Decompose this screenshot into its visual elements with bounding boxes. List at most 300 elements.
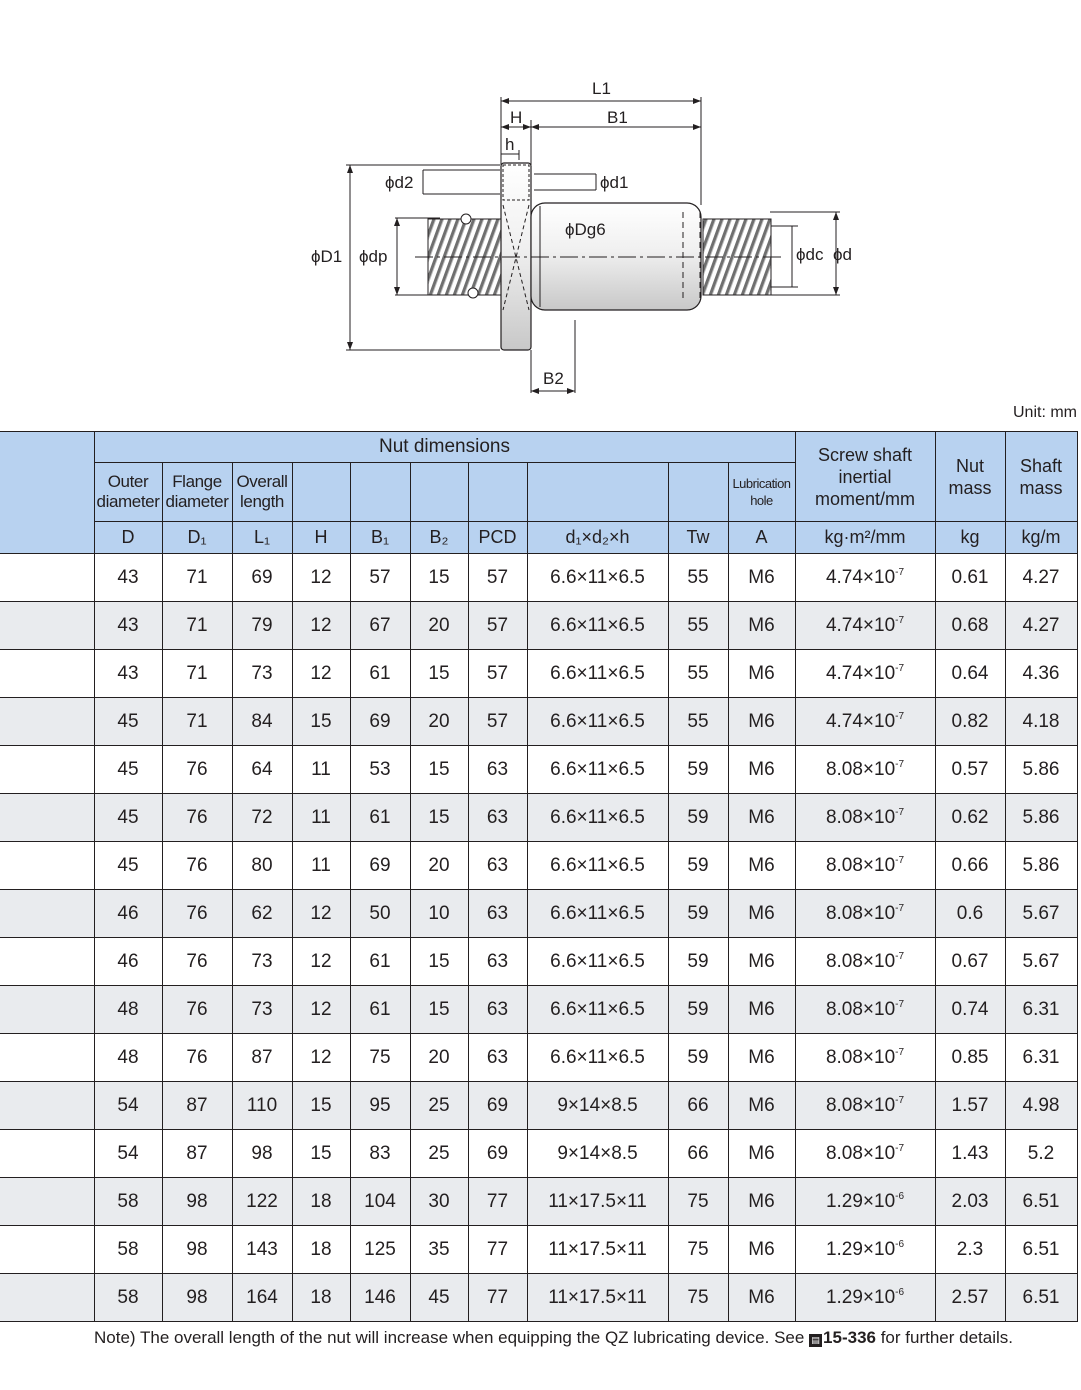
cell-d1: 87: [162, 1130, 232, 1178]
cell-d1: 98: [162, 1178, 232, 1226]
cell-d: 43: [94, 602, 162, 650]
cell-b2: 20: [410, 842, 468, 890]
cell-l1: 73: [232, 650, 292, 698]
cell-pcd: 57: [468, 554, 527, 602]
model-cell: [0, 650, 94, 698]
empty-header: [527, 463, 668, 522]
cell-d: 58: [94, 1178, 162, 1226]
cell-pcd: 77: [468, 1226, 527, 1274]
cell-shaft-mass: 5.86: [1005, 842, 1077, 890]
cell-b1: 75: [350, 1034, 410, 1082]
empty-header: [468, 463, 527, 522]
empty-header: [350, 463, 410, 522]
inertia-exponent: -7: [895, 710, 905, 722]
cell-tw: 75: [668, 1226, 728, 1274]
cell-b1: 61: [350, 938, 410, 986]
inertia-base: 8.08×10: [825, 854, 896, 876]
model-cell: [0, 842, 94, 890]
cell-nut-mass: 0.57: [935, 746, 1005, 794]
cell-pcd: 63: [468, 1034, 527, 1082]
cell-b2: 15: [410, 554, 468, 602]
model-cell: [0, 1178, 94, 1226]
inertia-exponent: -6: [895, 1238, 905, 1250]
cell-h: 15: [292, 698, 350, 746]
overall-length-header: Overall length: [232, 463, 292, 522]
cell-d: 54: [94, 1130, 162, 1178]
cell-h: 18: [292, 1226, 350, 1274]
empty-header: [292, 463, 350, 522]
cell-h: 11: [292, 794, 350, 842]
cell-d1: 76: [162, 938, 232, 986]
cell-l1: 87: [232, 1034, 292, 1082]
cell-d: 43: [94, 554, 162, 602]
cell-b2: 20: [410, 1034, 468, 1082]
table-row: [0, 1226, 1077, 1274]
cell-d1: 76: [162, 890, 232, 938]
cell-nut-mass: 0.74: [935, 986, 1005, 1034]
outer-diameter-header: Outer diameter: [94, 463, 162, 522]
cell-a: M6: [728, 554, 795, 602]
table-row: [0, 890, 1077, 938]
inertia-base: 1.29×10: [825, 1238, 896, 1260]
cell-bolt: 6.6×11×6.5: [527, 554, 668, 602]
cell-inertia: [795, 794, 935, 842]
cell-tw: 59: [668, 986, 728, 1034]
cell-shaft-mass: 5.67: [1005, 938, 1077, 986]
cell-inertia: [795, 1130, 935, 1178]
cell-tw: 75: [668, 1274, 728, 1322]
cell-shaft-mass: 4.27: [1005, 554, 1077, 602]
cell-pcd: 77: [468, 1274, 527, 1322]
cell-nut-mass: 0.64: [935, 650, 1005, 698]
symbol-L1: L₁: [232, 522, 292, 554]
model-cell: [0, 602, 94, 650]
cell-l1: 84: [232, 698, 292, 746]
cell-nut-mass: 2.03: [935, 1178, 1005, 1226]
cell-h: 18: [292, 1178, 350, 1226]
table-row: [0, 842, 1077, 890]
nut-dimensions-table: [0, 431, 1078, 1322]
symbol-B2: B₂: [410, 522, 468, 554]
cell-shaft-mass: 4.36: [1005, 650, 1077, 698]
cell-l1: 79: [232, 602, 292, 650]
cell-nut-mass: 0.68: [935, 602, 1005, 650]
cell-nut-mass: 1.43: [935, 1130, 1005, 1178]
cell-d: 58: [94, 1274, 162, 1322]
cell-b1: 57: [350, 554, 410, 602]
inertia-exponent: -7: [895, 566, 905, 578]
unit-inertia: kg·m²/mm: [795, 522, 935, 554]
cell-h: 18: [292, 1274, 350, 1322]
cell-inertia: [795, 746, 935, 794]
cell-b1: 69: [350, 842, 410, 890]
inertia-exponent: -6: [895, 1190, 905, 1202]
unit-shaft-mass: kg/m: [1005, 522, 1077, 554]
cell-inertia: [795, 1178, 935, 1226]
cell-shaft-mass: 4.18: [1005, 698, 1077, 746]
table-row: [0, 938, 1077, 986]
cell-tw: 55: [668, 602, 728, 650]
cell-nut-mass: 0.67: [935, 938, 1005, 986]
cell-d: 48: [94, 986, 162, 1034]
cell-pcd: 69: [468, 1082, 527, 1130]
cell-b1: 67: [350, 602, 410, 650]
cell-inertia: [795, 554, 935, 602]
inertia-base: 4.74×10: [825, 710, 896, 732]
cell-l1: 72: [232, 794, 292, 842]
cell-bolt: 6.6×11×6.5: [527, 938, 668, 986]
cell-d1: 76: [162, 986, 232, 1034]
cell-a: M6: [728, 650, 795, 698]
cell-tw: 75: [668, 1178, 728, 1226]
model-cell: [0, 1130, 94, 1178]
cell-h: 15: [292, 1130, 350, 1178]
cell-pcd: 69: [468, 1130, 527, 1178]
cell-a: M6: [728, 602, 795, 650]
cell-l1: 98: [232, 1130, 292, 1178]
cell-a: M6: [728, 698, 795, 746]
cell-d1: 87: [162, 1082, 232, 1130]
cell-d: 58: [94, 1226, 162, 1274]
inertia-base: 8.08×10: [825, 902, 896, 924]
cell-shaft-mass: 6.51: [1005, 1226, 1077, 1274]
cell-l1: 143: [232, 1226, 292, 1274]
cell-inertia: [795, 1274, 935, 1322]
inertia-exponent: -6: [895, 1286, 905, 1298]
cell-inertia: [795, 602, 935, 650]
cell-d: 46: [94, 938, 162, 986]
cell-a: M6: [728, 986, 795, 1034]
cell-bolt: 6.6×11×6.5: [527, 650, 668, 698]
cell-pcd: 63: [468, 746, 527, 794]
cell-shaft-mass: 6.31: [1005, 1034, 1077, 1082]
inertia-exponent: -7: [895, 662, 905, 674]
cell-d: 46: [94, 890, 162, 938]
note-suffix: for further details.: [875, 1328, 1013, 1347]
cell-nut-mass: 0.82: [935, 698, 1005, 746]
cell-a: M6: [728, 1130, 795, 1178]
cell-pcd: 57: [468, 602, 527, 650]
inertia-exponent: -7: [895, 950, 905, 962]
cell-b2: 20: [410, 602, 468, 650]
cell-inertia: [795, 1082, 935, 1130]
nut-dimensions-header: Nut dimensions: [94, 432, 795, 463]
cell-d1: 76: [162, 1034, 232, 1082]
label-h: h: [505, 135, 515, 154]
cell-d: 43: [94, 650, 162, 698]
cell-l1: 69: [232, 554, 292, 602]
cell-a: M6: [728, 1082, 795, 1130]
cell-tw: 59: [668, 1034, 728, 1082]
symbol-bolt: d₁×d₂×h: [527, 522, 668, 554]
inertia-exponent: -7: [895, 854, 905, 866]
unit-label: Unit: mm: [1013, 404, 1077, 421]
cell-bolt: 9×14×8.5: [527, 1082, 668, 1130]
cell-l1: 110: [232, 1082, 292, 1130]
cell-shaft-mass: 5.2: [1005, 1130, 1077, 1178]
table-body: [0, 554, 1077, 1322]
inertia-exponent: -7: [895, 614, 905, 626]
cell-l1: 73: [232, 986, 292, 1034]
inertia-base: 4.74×10: [825, 566, 896, 588]
ball-top: [461, 214, 471, 224]
inertia-base: 8.08×10: [825, 758, 896, 780]
cell-nut-mass: 2.57: [935, 1274, 1005, 1322]
cell-inertia: [795, 842, 935, 890]
cell-tw: 55: [668, 698, 728, 746]
cell-bolt: 6.6×11×6.5: [527, 794, 668, 842]
table-row: [0, 794, 1077, 842]
cell-b1: 104: [350, 1178, 410, 1226]
table-row: [0, 746, 1077, 794]
cell-pcd: 63: [468, 842, 527, 890]
cell-l1: 64: [232, 746, 292, 794]
cell-shaft-mass: 4.27: [1005, 602, 1077, 650]
cell-d1: 76: [162, 746, 232, 794]
inertia-base: 8.08×10: [825, 806, 896, 828]
cell-bolt: 6.6×11×6.5: [527, 986, 668, 1034]
nut-body: [531, 203, 701, 310]
symbol-H: H: [292, 522, 350, 554]
table-row: [0, 698, 1077, 746]
cell-tw: 59: [668, 842, 728, 890]
model-cell: [0, 938, 94, 986]
shaft-mass-header: Shaft mass: [1005, 432, 1077, 522]
cell-l1: 62: [232, 890, 292, 938]
model-cell: [0, 986, 94, 1034]
symbol-A: A: [728, 522, 795, 554]
cell-shaft-mass: 4.98: [1005, 1082, 1077, 1130]
cell-b2: 10: [410, 890, 468, 938]
cell-nut-mass: 2.3: [935, 1226, 1005, 1274]
cell-nut-mass: 0.66: [935, 842, 1005, 890]
inertia-exponent: -7: [895, 1142, 905, 1154]
symbol-D: D: [94, 522, 162, 554]
ball-bottom: [468, 288, 478, 298]
model-cell: [0, 1034, 94, 1082]
cell-a: M6: [728, 938, 795, 986]
inertia-exponent: -7: [895, 902, 905, 914]
table-row: [0, 1034, 1077, 1082]
cell-a: M6: [728, 1226, 795, 1274]
lubrication-hole-header: Lubrication hole: [728, 463, 795, 522]
cell-nut-mass: 0.85: [935, 1034, 1005, 1082]
cell-shaft-mass: 5.86: [1005, 794, 1077, 842]
symbol-B1: B₁: [350, 522, 410, 554]
cell-d: 54: [94, 1082, 162, 1130]
label-D1: ϕD1: [311, 247, 343, 266]
model-cell: [0, 698, 94, 746]
cell-h: 12: [292, 938, 350, 986]
model-cell: [0, 794, 94, 842]
label-d: ϕd: [833, 245, 852, 264]
label-Dg6: ϕDg6: [565, 220, 606, 239]
symbol-Tw: Tw: [668, 522, 728, 554]
cell-inertia: [795, 650, 935, 698]
cell-l1: 122: [232, 1178, 292, 1226]
model-cell: [0, 746, 94, 794]
cell-tw: 59: [668, 890, 728, 938]
inertia-base: 8.08×10: [825, 950, 896, 972]
book-icon: ▤: [809, 1334, 822, 1347]
cell-h: 12: [292, 1034, 350, 1082]
cell-d: 48: [94, 1034, 162, 1082]
cell-bolt: 6.6×11×6.5: [527, 698, 668, 746]
cell-d1: 71: [162, 698, 232, 746]
cell-tw: 55: [668, 554, 728, 602]
inertia-base: 1.29×10: [825, 1286, 896, 1308]
cell-nut-mass: 0.6: [935, 890, 1005, 938]
table-row: [0, 1130, 1077, 1178]
cell-b1: 146: [350, 1274, 410, 1322]
cell-l1: 73: [232, 938, 292, 986]
cell-pcd: 77: [468, 1178, 527, 1226]
model-column-header: [0, 432, 94, 554]
inertia-exponent: -7: [895, 806, 905, 818]
cell-inertia: [795, 986, 935, 1034]
cell-pcd: 63: [468, 986, 527, 1034]
cell-shaft-mass: 6.51: [1005, 1274, 1077, 1322]
inertia-base: 8.08×10: [825, 998, 896, 1020]
cell-b1: 53: [350, 746, 410, 794]
inertia-exponent: -7: [895, 1046, 905, 1058]
cell-d1: 76: [162, 842, 232, 890]
unit-nut-mass: kg: [935, 522, 1005, 554]
label-L1: L1: [592, 79, 611, 98]
cell-pcd: 63: [468, 794, 527, 842]
cell-bolt: 6.6×11×6.5: [527, 602, 668, 650]
cell-h: 12: [292, 986, 350, 1034]
cell-b1: 95: [350, 1082, 410, 1130]
cell-bolt: 9×14×8.5: [527, 1130, 668, 1178]
table-row: [0, 1274, 1077, 1322]
cell-h: 11: [292, 842, 350, 890]
model-cell: [0, 554, 94, 602]
cell-bolt: 6.6×11×6.5: [527, 1034, 668, 1082]
cell-shaft-mass: 6.31: [1005, 986, 1077, 1034]
symbol-PCD: PCD: [468, 522, 527, 554]
cell-shaft-mass: 6.51: [1005, 1178, 1077, 1226]
nut-mass-header: Nut mass: [935, 432, 1005, 522]
cell-a: M6: [728, 1034, 795, 1082]
cell-b2: 25: [410, 1130, 468, 1178]
cell-shaft-mass: 5.86: [1005, 746, 1077, 794]
cell-d: 45: [94, 698, 162, 746]
cell-h: 12: [292, 890, 350, 938]
label-B2: B2: [543, 369, 564, 388]
cell-b1: 83: [350, 1130, 410, 1178]
note-prefix: Note) The overall length of the nut will increase when equipping the QZ lubricating device. See: [94, 1328, 810, 1347]
table-row: [0, 650, 1077, 698]
cell-b2: 15: [410, 938, 468, 986]
inertia-exponent: -7: [895, 998, 905, 1010]
table-row: [0, 1178, 1077, 1226]
cell-inertia: [795, 890, 935, 938]
label-d2: ϕd2: [385, 173, 414, 192]
label-d1: ϕd1: [600, 173, 629, 192]
cell-b2: 15: [410, 746, 468, 794]
cell-b1: 61: [350, 986, 410, 1034]
page-reference-link[interactable]: 15-336: [823, 1328, 876, 1347]
cell-b1: 50: [350, 890, 410, 938]
cell-tw: 59: [668, 746, 728, 794]
cell-d1: 71: [162, 650, 232, 698]
cell-bolt: 11×17.5×11: [527, 1178, 668, 1226]
cell-d1: 98: [162, 1226, 232, 1274]
table-row: [0, 554, 1077, 602]
ball-screw-nut-drawing: [0, 0, 1081, 400]
cell-a: M6: [728, 746, 795, 794]
symbol-D1: D₁: [162, 522, 232, 554]
inertia-base: 4.74×10: [825, 614, 896, 636]
cell-tw: 66: [668, 1130, 728, 1178]
cell-l1: 164: [232, 1274, 292, 1322]
cell-h: 12: [292, 602, 350, 650]
cell-a: M6: [728, 794, 795, 842]
label-B1: B1: [607, 108, 628, 127]
footnote: [94, 1328, 1013, 1348]
cell-nut-mass: 0.62: [935, 794, 1005, 842]
cell-d1: 76: [162, 794, 232, 842]
cell-a: M6: [728, 842, 795, 890]
cell-b2: 15: [410, 986, 468, 1034]
cell-a: M6: [728, 890, 795, 938]
model-cell: [0, 1274, 94, 1322]
cell-d: 45: [94, 842, 162, 890]
model-cell: [0, 1082, 94, 1130]
cell-bolt: 6.6×11×6.5: [527, 890, 668, 938]
table-row: [0, 986, 1077, 1034]
label-dc: ϕdc: [796, 245, 824, 264]
cell-d1: 71: [162, 554, 232, 602]
flange-diameter-header: Flange diameter: [162, 463, 232, 522]
cell-nut-mass: 0.61: [935, 554, 1005, 602]
cell-h: 15: [292, 1082, 350, 1130]
cell-h: 11: [292, 746, 350, 794]
cell-inertia: [795, 1034, 935, 1082]
cell-bolt: 6.6×11×6.5: [527, 746, 668, 794]
cell-inertia: [795, 938, 935, 986]
inertia-base: 1.29×10: [825, 1190, 896, 1212]
cell-bolt: 6.6×11×6.5: [527, 842, 668, 890]
cell-l1: 80: [232, 842, 292, 890]
cell-h: 12: [292, 554, 350, 602]
cell-b2: 45: [410, 1274, 468, 1322]
cell-tw: 55: [668, 650, 728, 698]
inertia-base: 4.74×10: [825, 662, 896, 684]
cell-b2: 15: [410, 794, 468, 842]
inertia-exponent: -7: [895, 758, 905, 770]
cell-tw: 59: [668, 794, 728, 842]
cell-tw: 59: [668, 938, 728, 986]
cell-inertia: [795, 1226, 935, 1274]
cell-pcd: 57: [468, 698, 527, 746]
screw-shaft-inertial-header: Screw shaft inertial moment/mm: [795, 432, 935, 522]
table-row: [0, 1082, 1077, 1130]
cell-tw: 66: [668, 1082, 728, 1130]
cell-nut-mass: 1.57: [935, 1082, 1005, 1130]
cell-b2: 30: [410, 1178, 468, 1226]
cell-b1: 125: [350, 1226, 410, 1274]
cell-d1: 98: [162, 1274, 232, 1322]
cell-b2: 20: [410, 698, 468, 746]
inertia-exponent: -7: [895, 1094, 905, 1106]
cell-b1: 61: [350, 794, 410, 842]
cell-inertia: [795, 698, 935, 746]
cell-shaft-mass: 5.67: [1005, 890, 1077, 938]
cell-bolt: 11×17.5×11: [527, 1274, 668, 1322]
cell-pcd: 57: [468, 650, 527, 698]
